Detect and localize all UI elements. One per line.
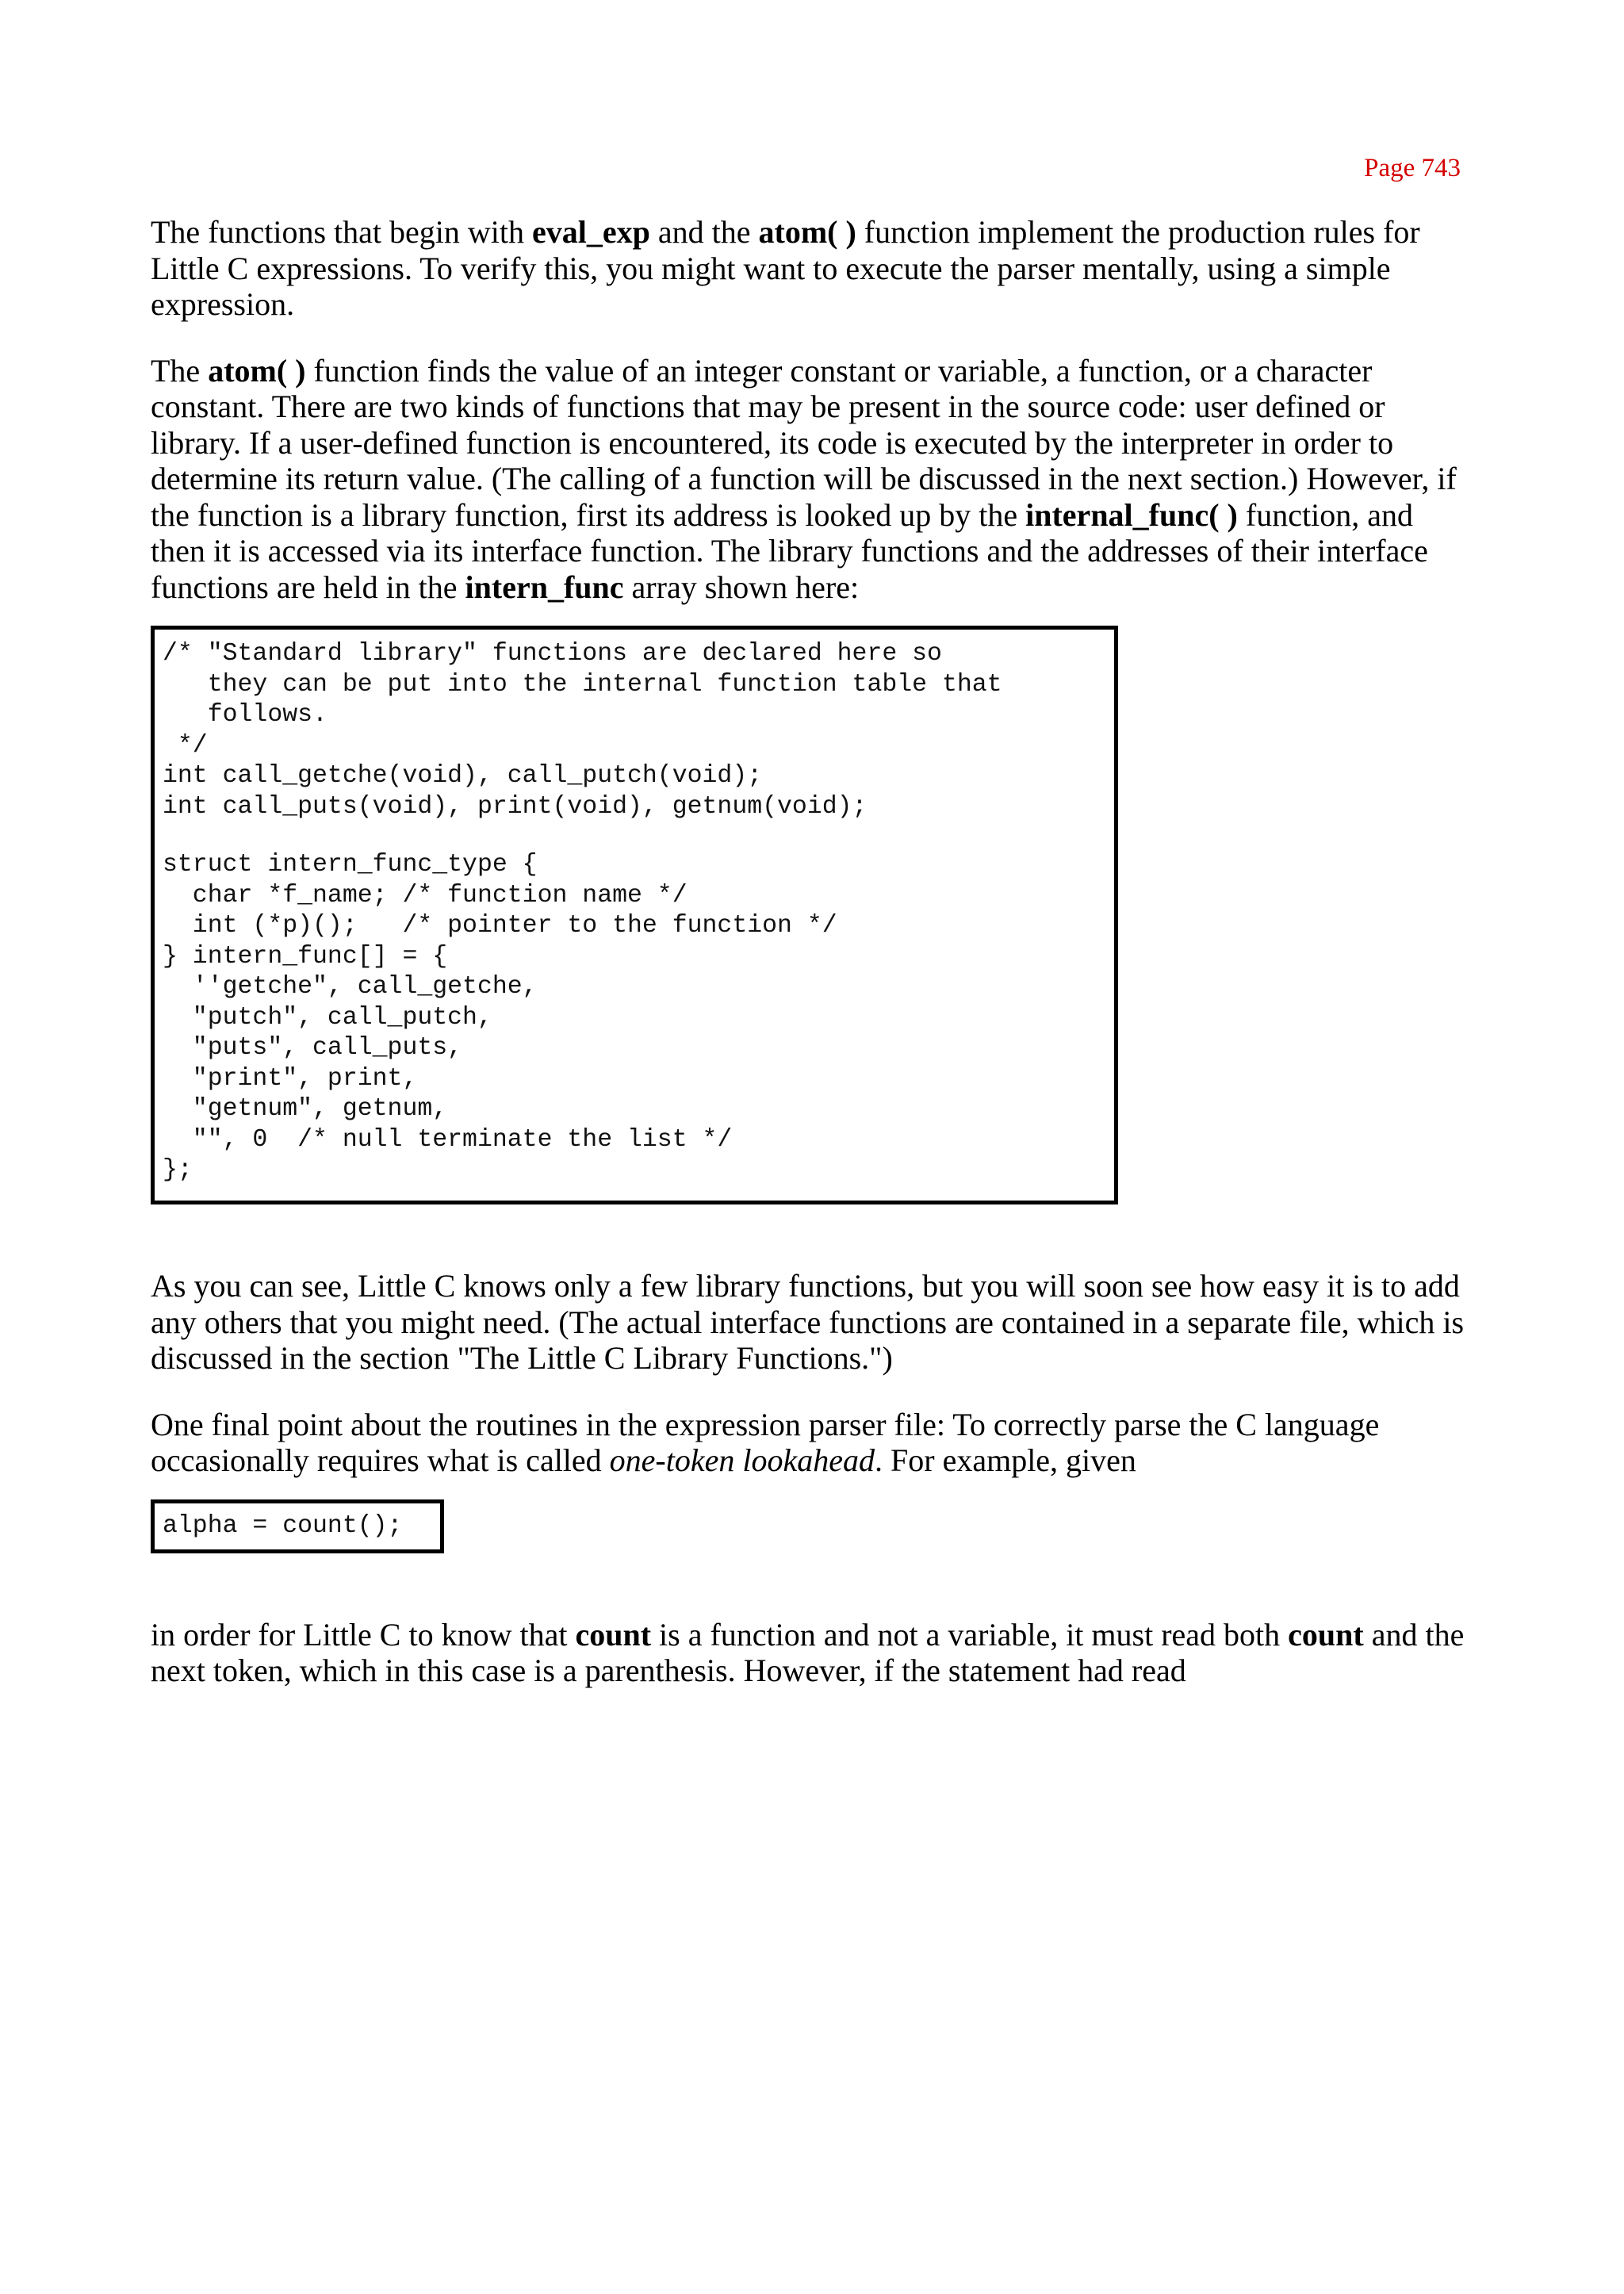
paragraph-atom: The atom( ) function finds the value of an integer constant or variable, a function, or a character constant. There are two kinds of functions that may be present in the source code: user defined or library. If a user-defined function is encountered, its code is executed by the interpreter in order to determine its return value. (The calling of a function will be discussed in the next section.) However, if the function is a library function, first its address is looked up by the internal_func( ) function, and then it is accessed via its interface function. The library functions and the addresses of their interface functions are held in the intern_func array shown here: <box>151 352 1457 605</box>
page-number: Page 743 <box>1364 154 1461 182</box>
paragraph-eval-exp: The functions that begin with eval_exp and the atom( ) function implement the production rules for Little C expressions. To verify this, you might want to execute the parser mentally, using a simple expression. <box>151 214 1420 322</box>
paragraph-count: in order for Little C to know that count is a function and not a variable, it must read both count and the next token, which in this case is a parenthesis. However, if the statement had read <box>151 1616 1465 1688</box>
term-intern-func: intern_func <box>465 569 624 605</box>
term-count: count <box>575 1616 652 1653</box>
term-count: count <box>1288 1616 1364 1653</box>
term-atom: atom( ) <box>208 352 306 389</box>
code-block-intern-func: /* "Standard library" functions are declared here so they can be put into the internal function table that follows. */ int call_getche(void), call_putch(void); int call_puts(void), print(void), getnum(void); struct intern_func_type { char *f_name; /* function name */ int (*p)(); /* pointer to the function */ } intern_func[] = { ''getche", call_getche, "putch", call_putch, "puts", call_puts, "print", print, "getnum", getnum, "", 0 /* null terminate the list */ }; <box>151 626 1118 1204</box>
page-content <box>151 214 1467 1689</box>
term-atom: atom( ) <box>758 214 856 250</box>
code-block-alpha: alpha = count(); <box>151 1499 444 1553</box>
term-eval-exp: eval_exp <box>532 214 650 250</box>
paragraph-lookahead: One final point about the routines in the expression parser file: To correctly parse the C language occasionally requires what is called one-token lookahead. For example, given <box>151 1406 1380 1478</box>
paragraph-library-functions: As you can see, Little C knows only a few library functions, but you will soon see how easy it is to add any others that you might need. (The actual interface functions are contained in a separate file, which is discussed in the section "The Little C Library Functions.") <box>151 1268 1465 1376</box>
term-one-token-lookahead: one-token lookahead <box>609 1442 875 1478</box>
term-internal-func: internal_func( ) <box>1025 496 1238 533</box>
